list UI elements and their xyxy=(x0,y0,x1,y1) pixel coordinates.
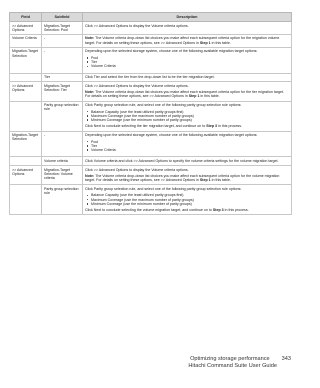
note-label: Note: xyxy=(85,173,95,178)
bullet-item: Pool xyxy=(91,56,289,60)
table-row xyxy=(10,82,292,101)
description-paragraph xyxy=(85,24,289,28)
description-cell xyxy=(83,73,292,82)
description-cell xyxy=(83,101,292,131)
description-paragraph xyxy=(85,49,289,53)
subfield-cell: Volume criteria xyxy=(42,157,83,166)
step-reference: Step 1 xyxy=(199,178,211,183)
description-paragraph xyxy=(85,159,289,163)
bullet-item: Minimum Coverage (use the minimum number of parity groups) xyxy=(91,202,289,206)
subfield-cell: Tier xyxy=(42,73,83,82)
description-cell xyxy=(83,165,292,184)
footer-line-2 xyxy=(188,363,277,369)
paragraph-text: Click Tier and select the tier from the drop-down list to be the tier migration target. xyxy=(85,75,215,80)
field-cell: >> Advanced Options xyxy=(10,22,42,35)
paragraph-text: Click Next to conclude selecting the tier migration target, and continue on to xyxy=(85,124,207,129)
page-number: 343 xyxy=(281,356,291,362)
table-row xyxy=(10,73,292,82)
paragraph-text: Click >> Advanced Options to display the Volume criteria options. xyxy=(85,167,189,172)
table-row xyxy=(10,131,292,157)
paragraph-text: Depending upon the selected storage system, choose one of the following available migration target options: xyxy=(85,133,258,138)
field-cell: Migration-Target Selection xyxy=(10,47,42,73)
paragraph-text: Click Next to conclude selecting the volume migration target, and continue on to xyxy=(85,208,213,213)
bullet-item: Volume Criteria xyxy=(91,148,289,152)
paragraph-text: Click >> Advanced Options to display the Volume criteria options. xyxy=(85,83,189,88)
description-cell xyxy=(83,34,292,47)
footer-line-1 xyxy=(190,356,291,362)
paragraph-text-tail: in this process. xyxy=(223,208,249,213)
field-cell: Migration-Target Selection xyxy=(10,131,42,157)
note-label: Note: xyxy=(85,36,95,41)
step-reference: Step 3 xyxy=(206,124,218,129)
subfield-cell: Migration-Target Selection: Pool xyxy=(42,22,83,35)
description-paragraph xyxy=(85,168,289,172)
description-paragraph xyxy=(85,90,289,99)
step-reference: Step 3 xyxy=(212,208,224,213)
table-row xyxy=(10,34,292,47)
bullet-item: Volume Criteria xyxy=(91,64,289,68)
description-paragraph xyxy=(85,133,289,137)
subfield-cell: - xyxy=(42,47,83,73)
paragraph-text: Click Parity group selection rule, and select one of the following parity group selection rule options: xyxy=(85,103,242,108)
footer-section-title: Optimizing storage performance xyxy=(190,356,270,362)
description-paragraph xyxy=(85,208,289,212)
subfield-cell: Parity group selection rule xyxy=(42,185,83,215)
table-row xyxy=(10,22,292,35)
description-paragraph xyxy=(85,187,289,191)
description-paragraph xyxy=(85,124,289,128)
bullet-list xyxy=(85,140,289,153)
bullet-item: Balance Capacity (use the least utilized parity groups first) xyxy=(91,110,289,114)
paragraph-text: The Volume criteria drop-down list choices you make affect each subsequent criteria option for the tier migration target. For details on setting these options, see >> Advanced Options in xyxy=(85,90,285,99)
description-cell xyxy=(83,47,292,73)
header-subfield: Subfield xyxy=(42,13,83,22)
bullet-item: Pool xyxy=(91,140,289,144)
field-cell xyxy=(10,157,42,166)
header-field: Field xyxy=(10,13,42,22)
bullet-item: Tier xyxy=(91,60,289,64)
table-row xyxy=(10,165,292,184)
bullet-list xyxy=(85,56,289,69)
bullet-item: Minimum Coverage (use the minimum number of parity groups) xyxy=(91,118,289,122)
paragraph-text-tail: in this table. xyxy=(199,94,220,99)
field-cell xyxy=(10,101,42,131)
description-paragraph xyxy=(85,75,289,79)
description-cell xyxy=(83,82,292,101)
note-label: Note: xyxy=(85,90,95,95)
description-cell xyxy=(83,185,292,215)
paragraph-text: Click >> Advanced Options to display the Volume criteria options. xyxy=(85,23,189,28)
paragraph-text-tail: in this process. xyxy=(217,124,243,129)
paragraph-text-tail: in this table. xyxy=(210,178,231,183)
field-cell xyxy=(10,73,42,82)
bullet-item: Maximum Coverage (use the maximum number of parity groups) xyxy=(91,114,289,118)
step-reference: Step 1 xyxy=(199,40,211,45)
subfield-cell: - xyxy=(42,131,83,157)
bullet-list xyxy=(85,110,289,123)
paragraph-text-tail: in this table. xyxy=(210,40,231,45)
footer-guide-title: Hitachi Command Suite User Guide xyxy=(188,363,277,369)
settings-table xyxy=(9,12,292,215)
subfield-cell: Migration-Target Selection: Tier xyxy=(42,82,83,101)
description-paragraph xyxy=(85,36,289,45)
subfield-cell: Parity group selection rule xyxy=(42,101,83,131)
table-header-row xyxy=(10,13,292,22)
bullet-item: Balance Capacity (use the least utilized parity groups first) xyxy=(91,193,289,197)
step-reference: Step 1 xyxy=(188,94,200,99)
table-row xyxy=(10,185,292,215)
bullet-list xyxy=(85,193,289,206)
field-cell: >> Advanced Options xyxy=(10,82,42,101)
paragraph-text: Click Parity group selection rule, and select one of the following parity group selection rule options: xyxy=(85,186,242,191)
paragraph-text: Depending upon the selected storage system, choose one of the following available migration target options: xyxy=(85,49,258,54)
header-description: Description xyxy=(83,13,292,22)
description-paragraph xyxy=(85,174,289,183)
subfield-cell: - xyxy=(42,34,83,47)
paragraph-text: Click Volume criteria and click >> Advanced Options to specify the volume criteria settings for the volume migration target. xyxy=(85,158,279,163)
description-paragraph xyxy=(85,84,289,88)
description-paragraph xyxy=(85,103,289,107)
table-row xyxy=(10,47,292,73)
table-row xyxy=(10,101,292,131)
subfield-cell: Migration-Target Selection: Volume criteria xyxy=(42,165,83,184)
table-row xyxy=(10,157,292,166)
description-cell xyxy=(83,131,292,157)
bullet-item: Tier xyxy=(91,144,289,148)
field-cell: >> Advanced Options xyxy=(10,165,42,184)
paragraph-text: The Volume criteria drop-down list choices you make affect each subsequent criteria option for the volume migration target. For details on setting these options, see >> Advanced Options in xyxy=(85,173,280,183)
bullet-item: Maximum Coverage (use the maximum number of parity groups) xyxy=(91,198,289,202)
description-cell xyxy=(83,157,292,166)
field-cell xyxy=(10,185,42,215)
description-cell xyxy=(83,22,292,35)
field-cell: Volume Criteria xyxy=(10,34,42,47)
paragraph-text: The Volume criteria drop-down list choices you make affect each subsequent criteria option for the migration volume target. For details on setting these options, see >> Advanced Options in xyxy=(85,36,280,45)
